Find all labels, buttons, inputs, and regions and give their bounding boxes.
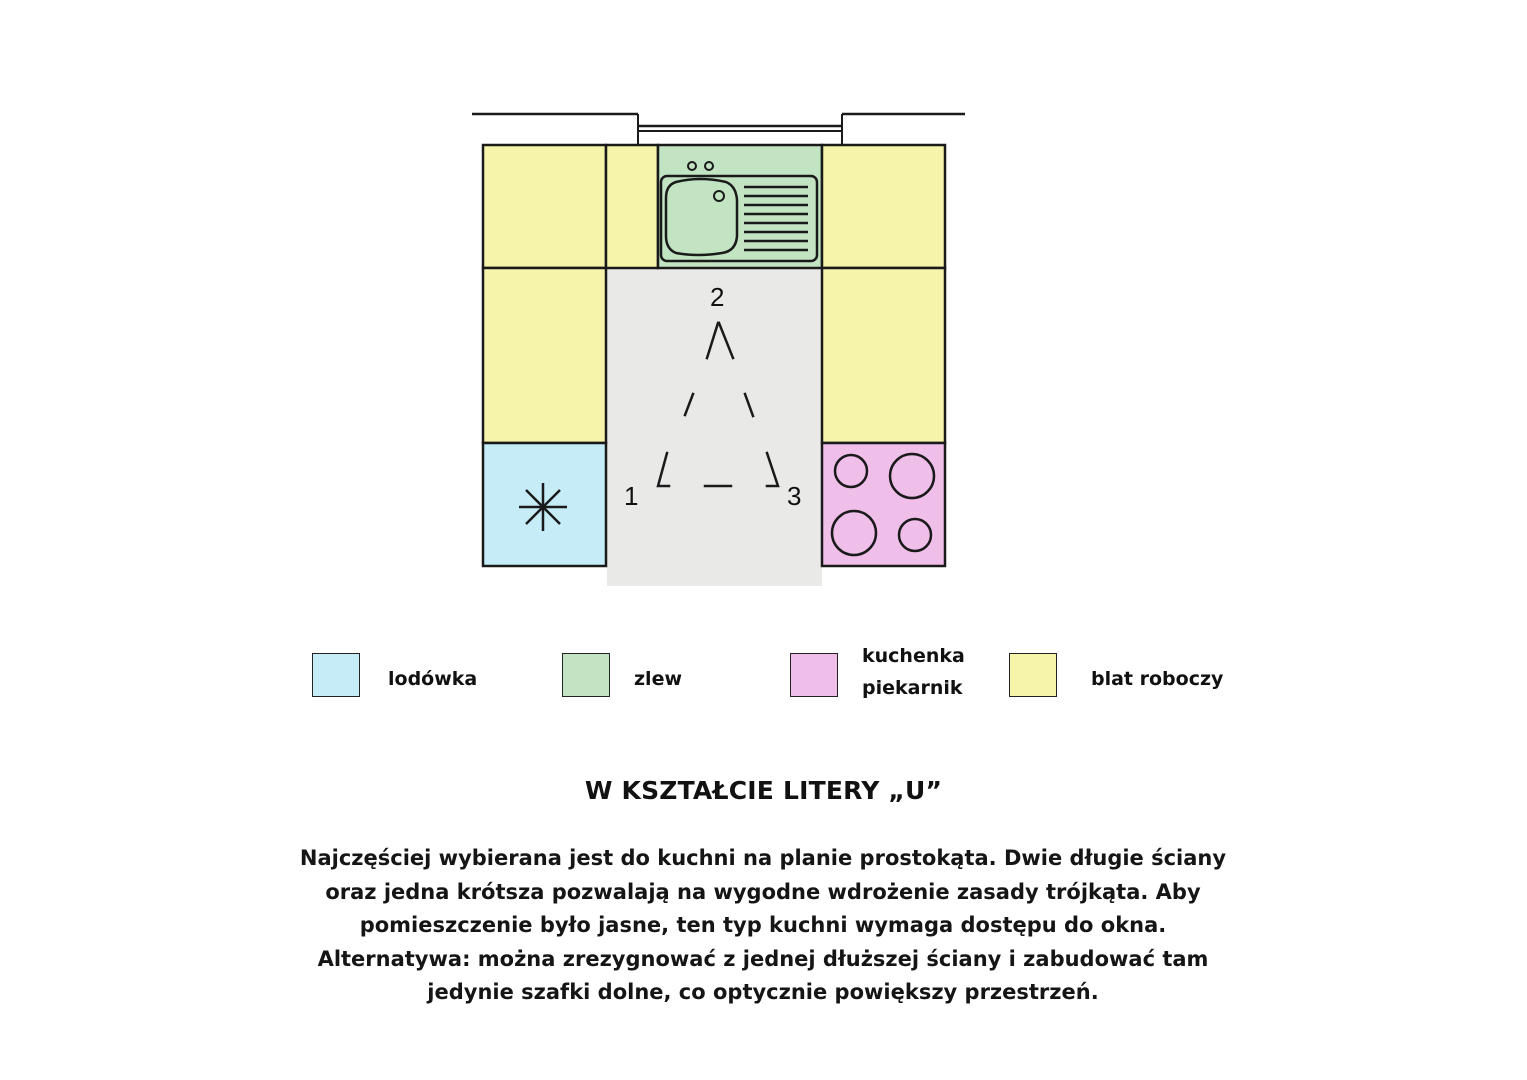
legend-label-fridge: lodówka bbox=[388, 668, 478, 690]
triangle-label-2: 2 bbox=[710, 282, 725, 312]
legend-swatch-sink bbox=[562, 653, 610, 697]
floor-area bbox=[607, 268, 822, 586]
triangle-label-3: 3 bbox=[787, 481, 802, 511]
legend-label-stove-line2: piekarnik bbox=[862, 677, 963, 699]
legend-label-counter: blat roboczy bbox=[1091, 668, 1224, 690]
counter-right-middle bbox=[822, 268, 945, 443]
legend-label-stove bbox=[862, 640, 965, 704]
legend-label-stove-line1: kuchenka bbox=[862, 645, 965, 667]
snowflake-icon bbox=[519, 483, 567, 531]
layout-title: W KSZTAŁCIE LITERY „U” bbox=[584, 776, 943, 805]
triangle-label-1: 1 bbox=[624, 481, 639, 511]
layout-description bbox=[263, 842, 1263, 1010]
counter-right-top bbox=[822, 145, 945, 268]
description-line: Alternatywa: można zrezygnować z jednej dłuższej ściany i zabudować tam bbox=[317, 946, 1209, 971]
wall-with-window bbox=[472, 114, 965, 145]
description-line: jedynie szafki dolne, co optycznie powiększy przestrzeń. bbox=[427, 980, 1099, 1004]
legend-swatch-fridge bbox=[312, 653, 360, 697]
description-line: oraz jedna krótsza pozwalają na wygodne wdrożenie zasady trójkąta. Aby bbox=[325, 879, 1201, 904]
legend-swatch-stove bbox=[790, 653, 838, 697]
counter-left-middle bbox=[483, 268, 606, 443]
legend-label-sink: zlew bbox=[634, 668, 683, 690]
counter-top-left bbox=[606, 145, 658, 268]
description-line: pomieszczenie było jasne, ten typ kuchni wymaga dostępu do okna. bbox=[359, 913, 1167, 937]
counter-left-top bbox=[483, 145, 606, 268]
description-line: Najczęściej wybierana jest do kuchni na planie prostokąta. Dwie długie ściany bbox=[299, 846, 1227, 870]
legend-swatch-counter bbox=[1009, 653, 1057, 697]
